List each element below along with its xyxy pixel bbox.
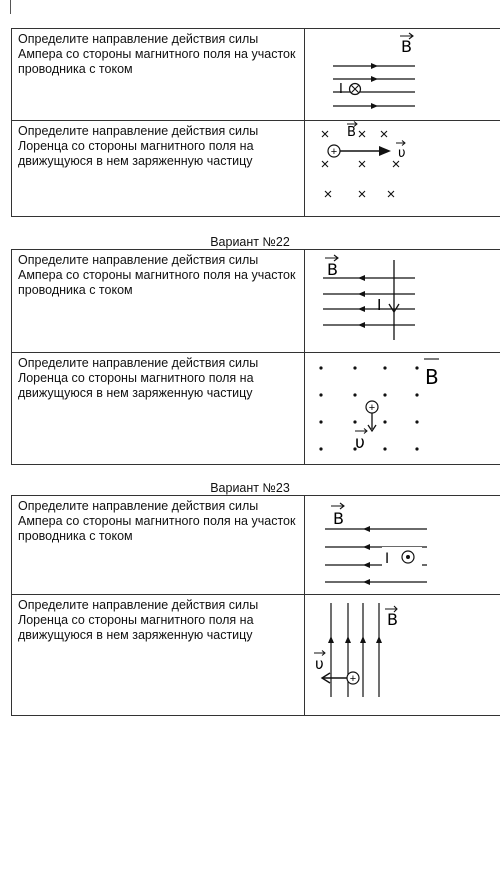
field-arrowheads xyxy=(371,63,378,109)
variant-title: Вариант №23 xyxy=(210,481,290,495)
task-table-2 xyxy=(11,249,500,465)
task-question: Определите направление действия силы Ампера со стороны магнитного поля на участок проводника с током xyxy=(12,496,305,595)
current-out-of-page-icon xyxy=(382,547,422,569)
positive-charge-icon xyxy=(347,672,359,685)
table-row xyxy=(12,250,500,353)
table-row xyxy=(12,29,500,121)
table-row xyxy=(12,353,500,465)
task-question: Определите направление действия силы Лоренца со стороны магнитного поля на движущуюся в нем заряженную частицу xyxy=(12,595,305,716)
table-row xyxy=(12,595,500,716)
current-label: I xyxy=(377,296,382,314)
task-table-1 xyxy=(11,28,500,217)
task-question: Определите направление действия силы Лоренца со стороны магнитного поля на движущуюся в нем заряженную частицу xyxy=(12,353,305,465)
velocity-arrowhead xyxy=(379,146,391,156)
positive-charge-icon xyxy=(328,145,340,158)
field-into-page-marks xyxy=(322,131,399,197)
vector-arrow-icon xyxy=(396,141,405,146)
current-into-page-icon xyxy=(350,84,361,95)
ampere-diagram-cell xyxy=(305,250,500,353)
svg-text:+: + xyxy=(330,146,338,158)
variant-title: Вариант №22 xyxy=(210,235,290,249)
ampere-diagram-cell xyxy=(305,496,500,595)
current-label: I xyxy=(339,82,343,97)
ampere-field-diagram xyxy=(305,29,500,120)
ampere-diagram-cell xyxy=(305,29,500,121)
svg-text:+: + xyxy=(368,402,376,414)
lorentz-field-diagram xyxy=(305,121,500,216)
field-label: B xyxy=(425,365,439,389)
velocity-label: υ xyxy=(355,433,365,453)
lorentz-diagram-cell xyxy=(305,595,500,716)
field-label: B xyxy=(401,37,412,56)
lorentz-field-diagram xyxy=(305,595,500,715)
field-lines xyxy=(333,66,415,106)
field-arrowheads xyxy=(363,526,370,585)
page-edge-marker xyxy=(10,0,11,14)
field-arrowheads xyxy=(328,636,382,643)
svg-text:I: I xyxy=(385,551,390,567)
velocity-label: υ xyxy=(315,655,324,673)
svg-text:+: + xyxy=(349,673,357,685)
field-label: B xyxy=(387,610,398,629)
lorentz-diagram-cell xyxy=(305,353,500,465)
lorentz-field-diagram xyxy=(305,353,500,464)
positive-charge-icon xyxy=(366,401,378,414)
task-question: Определите направление действия силы Ампера со стороны магнитного поля на участок проводника с током xyxy=(12,250,305,353)
table-row xyxy=(12,496,500,595)
field-label: B xyxy=(327,260,338,279)
task-table-3 xyxy=(11,495,500,716)
lorentz-diagram-cell xyxy=(305,121,500,217)
field-label: B xyxy=(333,509,344,528)
velocity-label: υ xyxy=(398,146,406,161)
field-label: B xyxy=(347,125,356,140)
table-row xyxy=(12,121,500,217)
ampere-field-diagram xyxy=(305,496,500,594)
field-lines xyxy=(323,278,415,325)
ampere-field-diagram xyxy=(305,250,500,352)
field-arrowheads xyxy=(358,275,365,328)
task-question: Определите направление действия силы Ампера со стороны магнитного поля на участок проводника с током xyxy=(12,29,305,121)
task-question: Определите направление действия силы Лоренца со стороны магнитного поля на движущуюся в нем заряженную частицу xyxy=(12,121,305,217)
